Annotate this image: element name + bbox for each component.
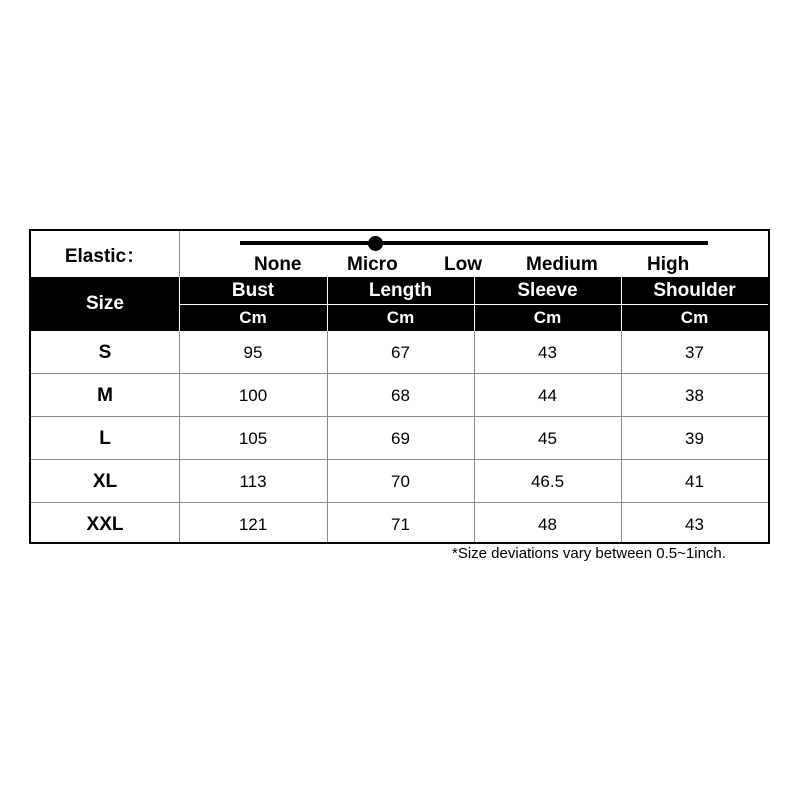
column-name: Length <box>368 279 433 301</box>
column-name: Sleeve <box>517 279 578 301</box>
column-unit: Cm <box>533 308 562 327</box>
column-unit: Cm <box>239 308 267 327</box>
elastic-level-none: None <box>254 254 302 275</box>
table-row <box>31 374 768 417</box>
column-name: Bust <box>231 279 275 301</box>
table-row <box>31 460 768 503</box>
size-cell: XL <box>92 470 118 492</box>
length-cell: 69 <box>391 428 410 448</box>
elastic-divider <box>179 231 180 277</box>
table-row <box>31 417 768 460</box>
bust-cell: 100 <box>238 385 268 405</box>
sleeve-cell: 45 <box>538 428 557 448</box>
shoulder-cell: 41 <box>685 471 704 491</box>
column-header-shoulder <box>621 277 768 331</box>
elastic-level-low: Low <box>444 254 482 275</box>
elastic-level-micro: Micro <box>347 254 398 275</box>
length-cell: 67 <box>391 342 410 362</box>
column-unit: Cm <box>680 308 709 327</box>
sleeve-cell: 48 <box>538 514 557 534</box>
bust-cell: 95 <box>243 342 263 362</box>
size-cell: S <box>98 341 112 363</box>
elastic-label: Elastic： <box>64 245 146 267</box>
column-header-length <box>327 277 474 331</box>
size-cell: M <box>97 384 113 406</box>
size-column-header: Size <box>85 293 125 314</box>
length-cell: 68 <box>391 385 410 405</box>
column-header-bust <box>179 277 327 331</box>
sleeve-cell: 46.5 <box>530 471 565 491</box>
shoulder-cell: 39 <box>685 428 704 448</box>
column-name: Shoulder <box>653 279 736 301</box>
length-cell: 71 <box>391 514 410 534</box>
size-deviation-note: *Size deviations vary between 0.5~1inch. <box>452 545 726 562</box>
length-cell: 70 <box>391 471 410 491</box>
bust-cell: 105 <box>238 428 268 448</box>
sleeve-cell: 43 <box>538 342 557 362</box>
shoulder-cell: 38 <box>685 385 704 405</box>
size-cell: XXL <box>86 513 124 535</box>
size-chart <box>29 229 770 544</box>
shoulder-cell: 37 <box>685 342 704 362</box>
column-header-sleeve <box>474 277 621 331</box>
elastic-scale-marker <box>368 236 383 251</box>
size-cell: L <box>99 427 111 449</box>
bust-cell: 121 <box>238 514 268 534</box>
elastic-scale-row <box>31 231 768 277</box>
table-header <box>31 277 768 331</box>
elastic-level-high: High <box>647 254 690 275</box>
sleeve-cell: 44 <box>538 385 557 405</box>
table-row <box>31 503 768 546</box>
column-unit: Cm <box>386 308 415 327</box>
elastic-scale-line <box>240 241 708 245</box>
elastic-level-medium: Medium <box>526 254 598 275</box>
table-row <box>31 331 768 374</box>
shoulder-cell: 43 <box>685 514 704 534</box>
bust-cell: 113 <box>239 471 267 491</box>
